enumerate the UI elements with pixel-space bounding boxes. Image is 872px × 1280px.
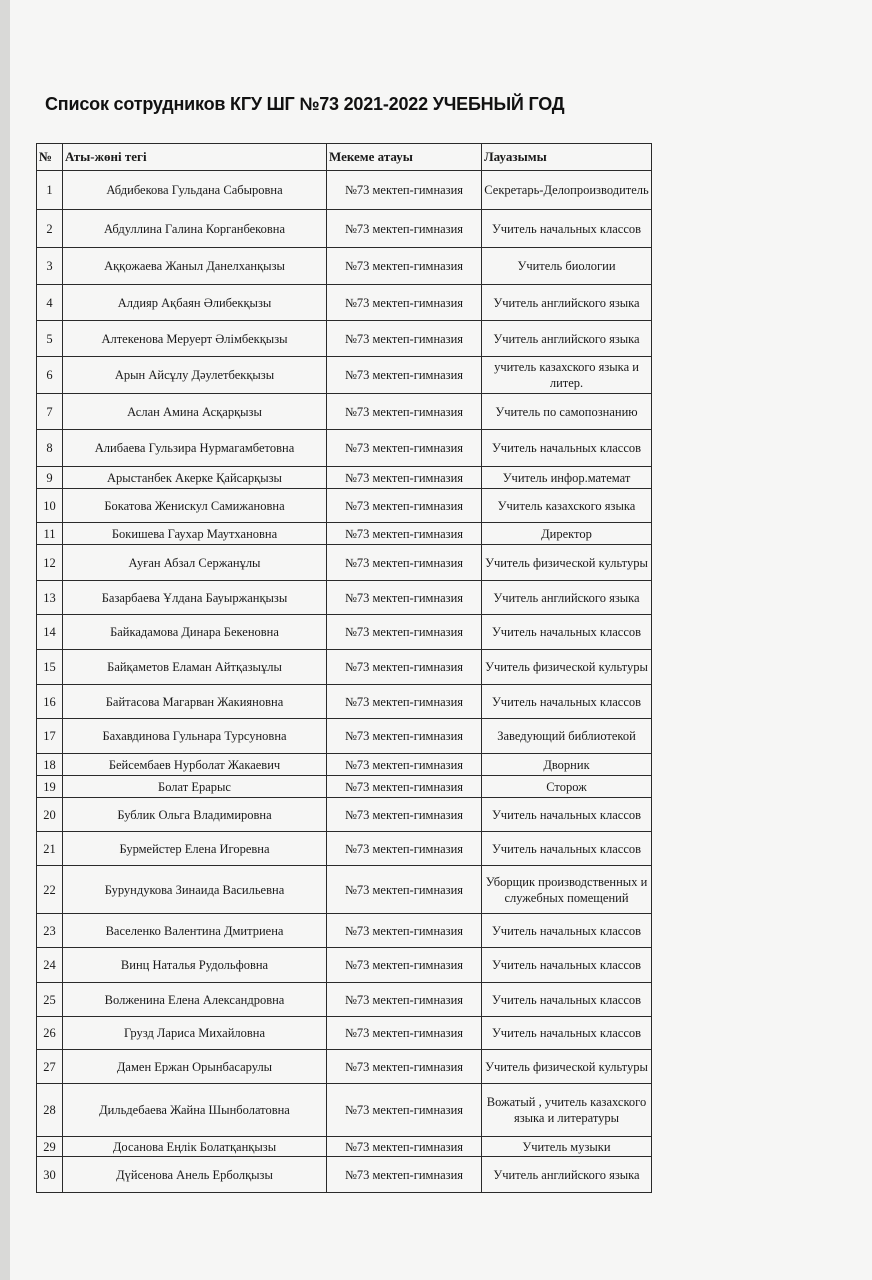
row-number: 1 <box>37 171 63 210</box>
organization-name: №73 мектеп-гимназия <box>327 983 482 1017</box>
position-title: Учитель физической культуры <box>482 650 652 685</box>
organization-name: №73 мектеп-гимназия <box>327 798 482 832</box>
organization-name: №73 мектеп-гимназия <box>327 832 482 866</box>
employee-name: Базарбаева Ұлдана Бауыржанқызы <box>63 581 327 615</box>
table-row <box>37 650 652 685</box>
position-title: Учитель начальных классов <box>482 1017 652 1050</box>
position-title: Директор <box>482 523 652 545</box>
position-title: Учитель биологии <box>482 248 652 285</box>
position-title: Сторож <box>482 776 652 798</box>
organization-name: №73 мектеп-гимназия <box>327 650 482 685</box>
table-header-row <box>37 144 652 171</box>
position-title: Учитель начальных классов <box>482 210 652 248</box>
table-row <box>37 832 652 866</box>
table-row <box>37 1017 652 1050</box>
table-row <box>37 983 652 1017</box>
employee-name: Бурмейстер Елена Игоревна <box>63 832 327 866</box>
table-row <box>37 467 652 489</box>
organization-name: №73 мектеп-гимназия <box>327 545 482 581</box>
position-title: Учитель начальных классов <box>482 832 652 866</box>
employee-name: Дүйсенова Анель Ерболқызы <box>63 1157 327 1193</box>
employee-name: Байқаметов Еламан Айтқазыұлы <box>63 650 327 685</box>
row-number: 19 <box>37 776 63 798</box>
row-number: 7 <box>37 394 63 430</box>
row-number: 17 <box>37 719 63 754</box>
organization-name: №73 мектеп-гимназия <box>327 1017 482 1050</box>
organization-name: №73 мектеп-гимназия <box>327 285 482 321</box>
position-title: Уборщик производственных и служебных помещений <box>482 866 652 914</box>
table-row <box>37 1157 652 1193</box>
row-number: 2 <box>37 210 63 248</box>
table-row <box>37 545 652 581</box>
table-row <box>37 489 652 523</box>
table-row <box>37 523 652 545</box>
organization-name: №73 мектеп-гимназия <box>327 430 482 467</box>
table-row <box>37 798 652 832</box>
row-number: 4 <box>37 285 63 321</box>
row-number: 18 <box>37 754 63 776</box>
organization-name: №73 мектеп-гимназия <box>327 1157 482 1193</box>
row-number: 15 <box>37 650 63 685</box>
row-number: 28 <box>37 1084 63 1137</box>
position-title: Учитель начальных классов <box>482 685 652 719</box>
table-row <box>37 171 652 210</box>
row-number: 23 <box>37 914 63 948</box>
table-row <box>37 1137 652 1157</box>
column-header-position: Лауазымы <box>482 144 652 171</box>
table-row <box>37 1050 652 1084</box>
position-title: Учитель английского языка <box>482 1157 652 1193</box>
table-row <box>37 285 652 321</box>
table-row <box>37 394 652 430</box>
position-title: Учитель английского языка <box>482 581 652 615</box>
employee-name: Досанова Еңлік Болатқанқызы <box>63 1137 327 1157</box>
organization-name: №73 мектеп-гимназия <box>327 467 482 489</box>
employee-name: Васеленко Валентина Дмитриена <box>63 914 327 948</box>
table-row <box>37 210 652 248</box>
row-number: 16 <box>37 685 63 719</box>
employee-name: Байкадамова Динара Бекеновна <box>63 615 327 650</box>
table-row <box>37 948 652 983</box>
position-title: Дворник <box>482 754 652 776</box>
employee-name: Дильдебаева Жайна Шынболатовна <box>63 1084 327 1137</box>
employee-name: Грузд Лариса Михайловна <box>63 1017 327 1050</box>
row-number: 25 <box>37 983 63 1017</box>
row-number: 13 <box>37 581 63 615</box>
organization-name: №73 мектеп-гимназия <box>327 914 482 948</box>
position-title: Учитель казахского языка <box>482 489 652 523</box>
employee-name: Болат Ерарыс <box>63 776 327 798</box>
employee-name: Дамен Ержан Орынбасарулы <box>63 1050 327 1084</box>
organization-name: №73 мектеп-гимназия <box>327 581 482 615</box>
employee-name: Бурундукова Зинаида Васильевна <box>63 866 327 914</box>
position-title: Учитель физической культуры <box>482 1050 652 1084</box>
row-number: 5 <box>37 321 63 357</box>
position-title: учитель казахского языка и литер. <box>482 357 652 394</box>
position-title: Заведующий библиотекой <box>482 719 652 754</box>
row-number: 10 <box>37 489 63 523</box>
employee-name: Алтекенова Меруерт Әлімбекқызы <box>63 321 327 357</box>
row-number: 27 <box>37 1050 63 1084</box>
row-number: 14 <box>37 615 63 650</box>
organization-name: №73 мектеп-гимназия <box>327 754 482 776</box>
employee-name: Аққожаева Жаныл Данелханқызы <box>63 248 327 285</box>
row-number: 29 <box>37 1137 63 1157</box>
table-row <box>37 321 652 357</box>
organization-name: №73 мектеп-гимназия <box>327 210 482 248</box>
position-title: Учитель начальных классов <box>482 798 652 832</box>
row-number: 24 <box>37 948 63 983</box>
organization-name: №73 мектеп-гимназия <box>327 357 482 394</box>
staff-table <box>36 143 652 1193</box>
position-title: Учитель физической культуры <box>482 545 652 581</box>
table-row <box>37 866 652 914</box>
employee-name: Абдибекова Гульдана Сабыровна <box>63 171 327 210</box>
employee-name: Алибаева Гульзира Нурмагамбетовна <box>63 430 327 467</box>
employee-name: Бокишева Гаухар Маутхановна <box>63 523 327 545</box>
table-row <box>37 754 652 776</box>
employee-name: Волженина Елена Александровна <box>63 983 327 1017</box>
row-number: 22 <box>37 866 63 914</box>
row-number: 12 <box>37 545 63 581</box>
table-row <box>37 719 652 754</box>
organization-name: №73 мектеп-гимназия <box>327 1137 482 1157</box>
table-row <box>37 776 652 798</box>
organization-name: №73 мектеп-гимназия <box>327 394 482 430</box>
employee-name: Аслан Амина Асқарқызы <box>63 394 327 430</box>
row-number: 20 <box>37 798 63 832</box>
table-row <box>37 430 652 467</box>
table-row <box>37 914 652 948</box>
table-row <box>37 1084 652 1137</box>
organization-name: №73 мектеп-гимназия <box>327 248 482 285</box>
row-number: 3 <box>37 248 63 285</box>
organization-name: №73 мектеп-гимназия <box>327 1050 482 1084</box>
employee-name: Арыстанбек Акерке Қайсарқызы <box>63 467 327 489</box>
table-row <box>37 357 652 394</box>
organization-name: №73 мектеп-гимназия <box>327 1084 482 1137</box>
employee-name: Ауған Абзал Сержанұлы <box>63 545 327 581</box>
employee-name: Алдияр Ақбаян Әлибекқызы <box>63 285 327 321</box>
employee-name: Бахавдинова Гульнара Турсуновна <box>63 719 327 754</box>
position-title: Учитель по самопознанию <box>482 394 652 430</box>
employee-name: Бублик Ольга Владимировна <box>63 798 327 832</box>
position-title: Вожатый , учитель казахского языка и литературы <box>482 1084 652 1137</box>
employee-name: Бейсембаев Нурболат Жакаевич <box>63 754 327 776</box>
column-header-full-name: Аты-жөні тегі <box>63 144 327 171</box>
row-number: 6 <box>37 357 63 394</box>
table-row <box>37 248 652 285</box>
document-title: Список сотрудников КГУ ШГ №73 2021-2022 УЧЕБНЫЙ ГОД <box>45 94 565 114</box>
position-title: Учитель начальных классов <box>482 430 652 467</box>
position-title: Учитель английского языка <box>482 321 652 357</box>
position-title: Учитель начальных классов <box>482 914 652 948</box>
column-header-organization: Мекеме атауы <box>327 144 482 171</box>
organization-name: №73 мектеп-гимназия <box>327 685 482 719</box>
employee-name: Винц Наталья Рудольфовна <box>63 948 327 983</box>
position-title: Учитель музыки <box>482 1137 652 1157</box>
row-number: 26 <box>37 1017 63 1050</box>
employee-name: Бокатова Женискул Самижановна <box>63 489 327 523</box>
position-title: Секретарь-Делопроизводитель <box>482 171 652 210</box>
organization-name: №73 мектеп-гимназия <box>327 866 482 914</box>
table-row <box>37 615 652 650</box>
employee-name: Абдуллина Галина Корганбековна <box>63 210 327 248</box>
column-header-number: № <box>37 144 63 171</box>
organization-name: №73 мектеп-гимназия <box>327 719 482 754</box>
organization-name: №73 мектеп-гимназия <box>327 171 482 210</box>
organization-name: №73 мектеп-гимназия <box>327 948 482 983</box>
organization-name: №73 мектеп-гимназия <box>327 321 482 357</box>
position-title: Учитель инфор.математ <box>482 467 652 489</box>
organization-name: №73 мектеп-гимназия <box>327 523 482 545</box>
organization-name: №73 мектеп-гимназия <box>327 776 482 798</box>
employee-name: Байтасова Магарван Жакияновна <box>63 685 327 719</box>
position-title: Учитель начальных классов <box>482 983 652 1017</box>
row-number: 11 <box>37 523 63 545</box>
row-number: 21 <box>37 832 63 866</box>
table-row <box>37 581 652 615</box>
row-number: 8 <box>37 430 63 467</box>
position-title: Учитель начальных классов <box>482 948 652 983</box>
organization-name: №73 мектеп-гимназия <box>327 489 482 523</box>
row-number: 30 <box>37 1157 63 1193</box>
employee-name: Арын Айсұлу Дәулетбекқызы <box>63 357 327 394</box>
organization-name: №73 мектеп-гимназия <box>327 615 482 650</box>
table-body <box>37 171 652 1193</box>
row-number: 9 <box>37 467 63 489</box>
table-row <box>37 685 652 719</box>
position-title: Учитель начальных классов <box>482 615 652 650</box>
position-title: Учитель английского языка <box>482 285 652 321</box>
